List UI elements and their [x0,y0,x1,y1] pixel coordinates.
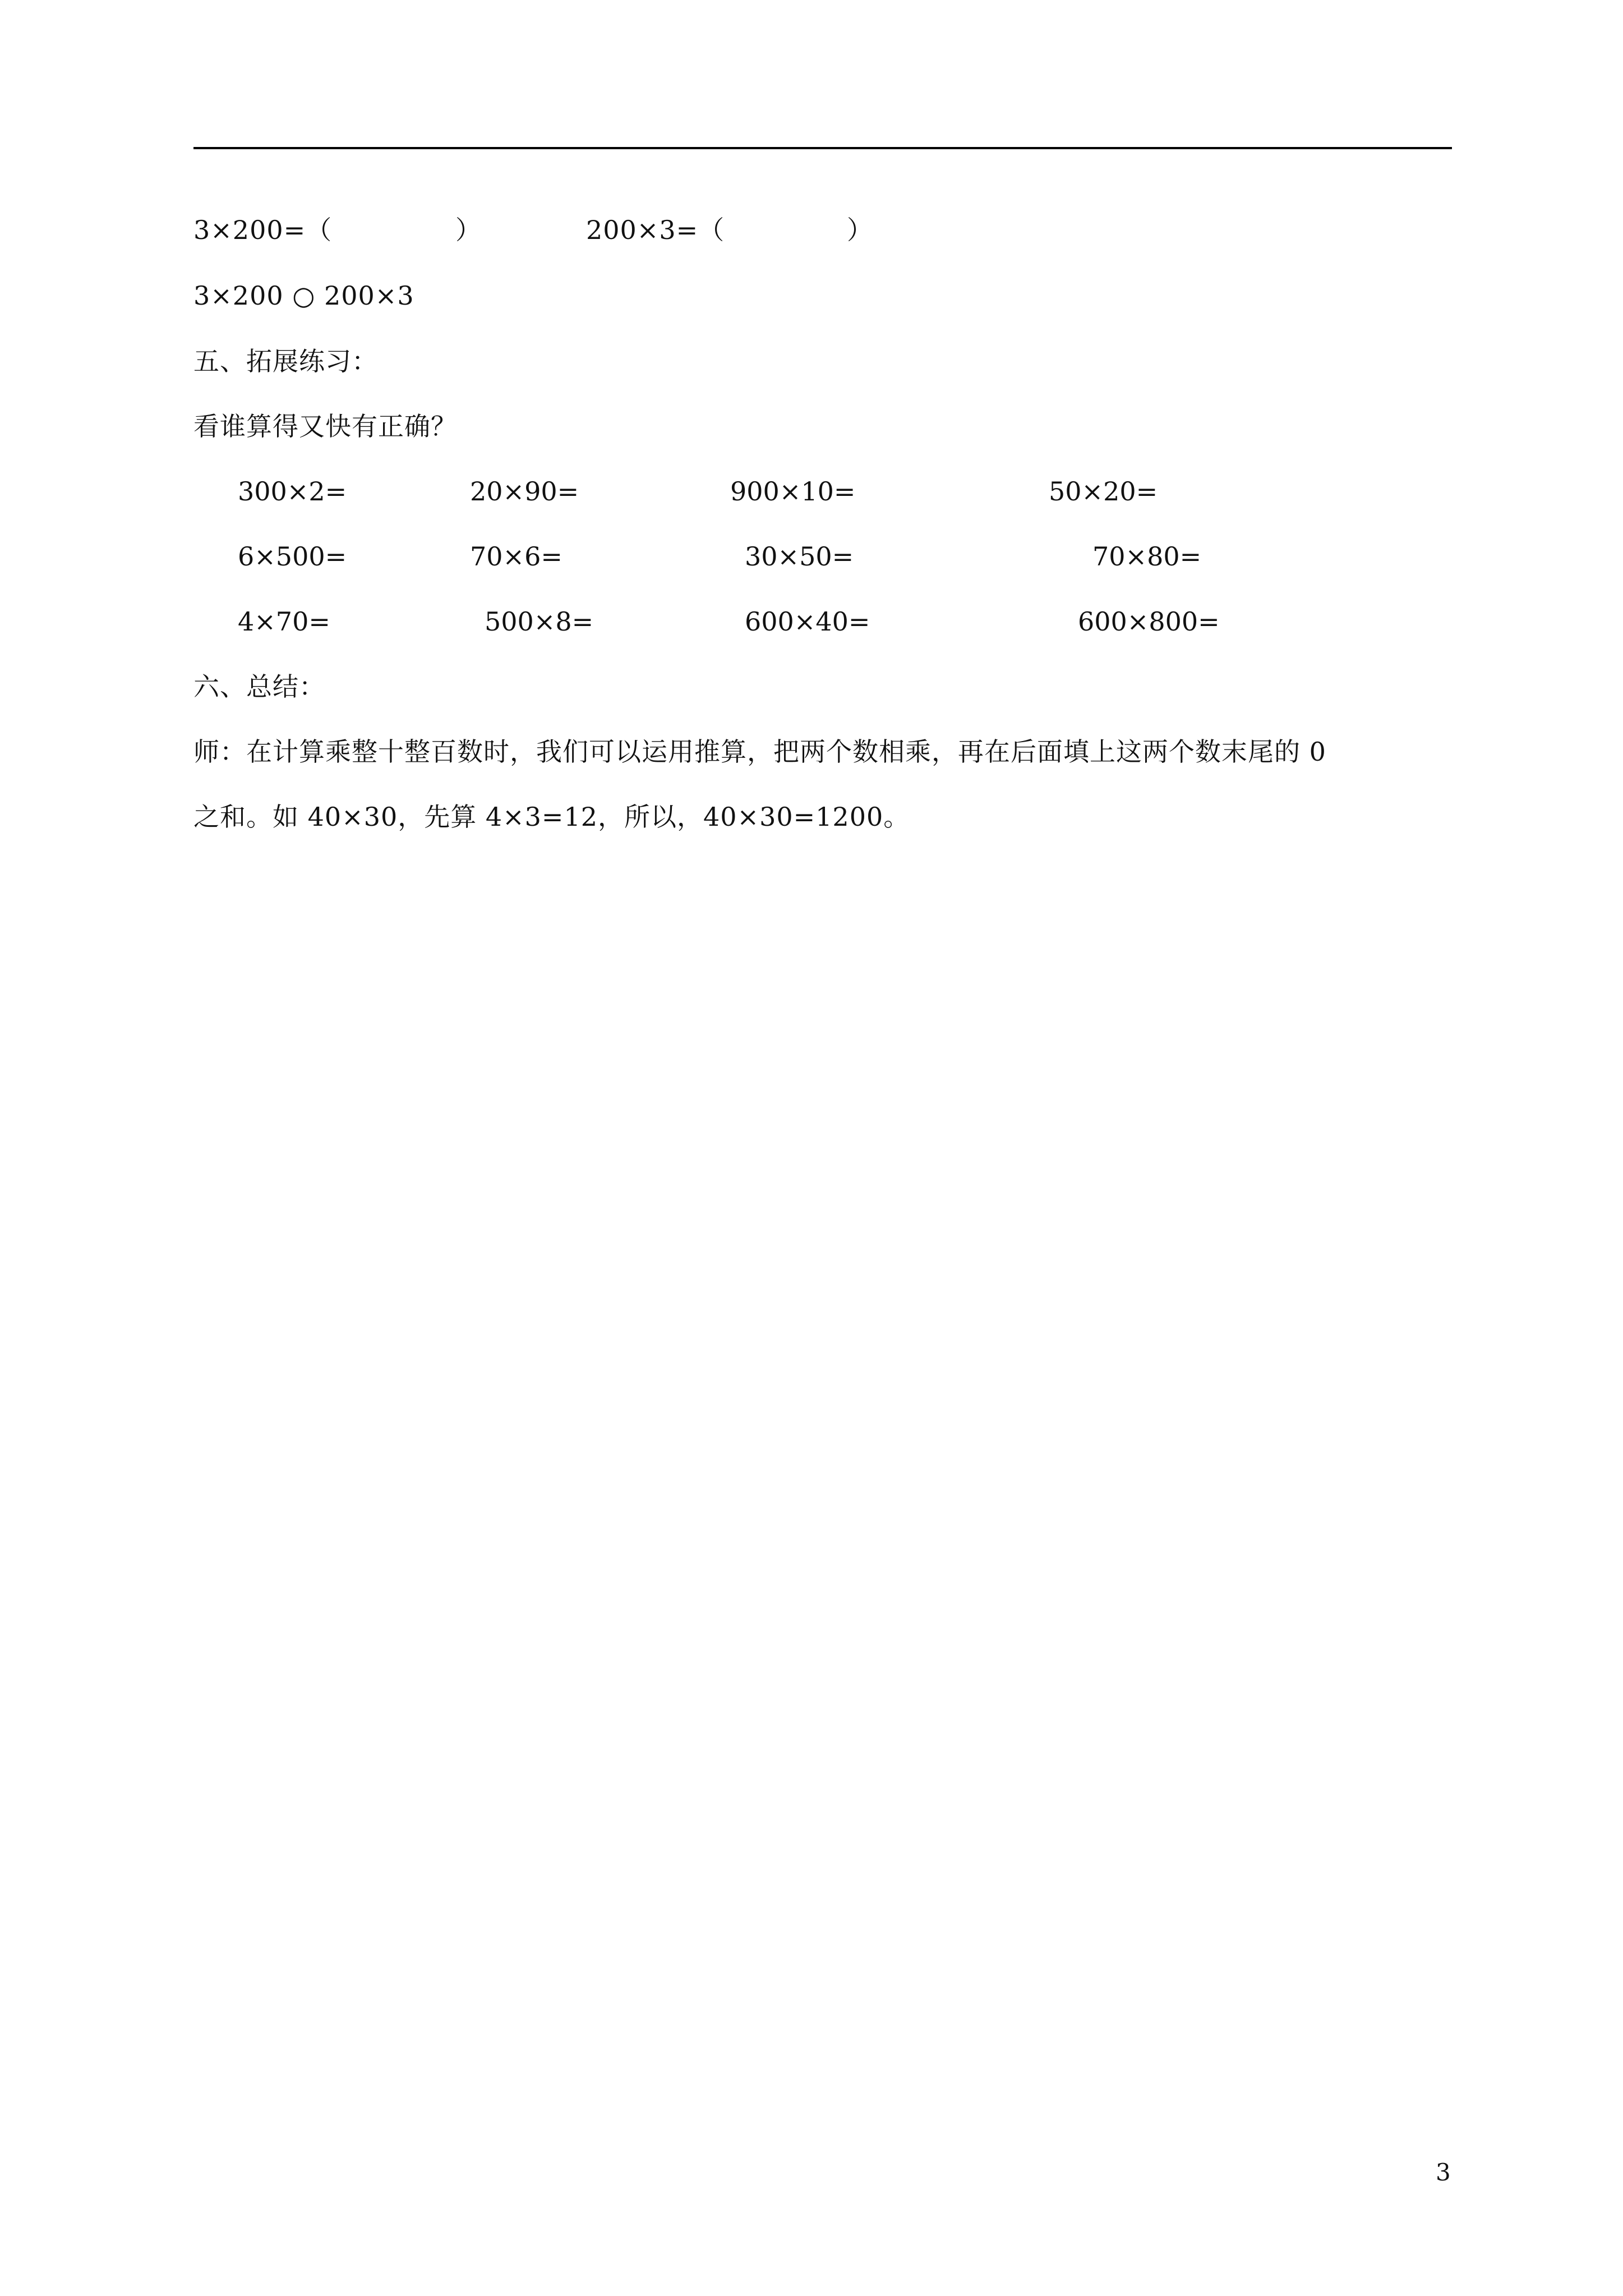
expr2: 200×3=（ [586,215,725,245]
expr1: 3×200=（ [193,215,333,245]
section6-heading: 六、总结： [193,671,325,702]
section5-heading: 五、拓展练习： [193,346,378,376]
exercise-r2-c3: 30×50= [745,541,854,572]
exercise-r2-c4: 70×80= [1092,541,1202,572]
header-rule [193,147,1452,149]
summary-line-2: 之和。如 40×30，先算 4×3=12，所以，40×30=1200。 [193,802,910,832]
comparison-line: 3×200 ○ 200×3 [193,280,414,311]
exercise-r1-c2: 20×90= [470,476,579,507]
exercise-r1-c3: 900×10= [730,476,856,507]
expr2-close: ） [847,215,873,245]
exercise-r3-c4: 600×800= [1078,606,1220,637]
section5-prompt: 看谁算得又快有正确？ [193,411,457,441]
exercise-r3-c1: 4×70= [238,606,330,637]
exercise-r2-c1: 6×500= [238,541,347,572]
exercise-r1-c1: 300×2= [238,476,347,507]
summary-line-1: 师：在计算乘整十整百数时，我们可以运用推算，把两个数相乘，再在后面填上这两个数末尾的 0 [193,737,1326,767]
expr1-close: ） [455,215,482,245]
page-number: 3 [1436,2159,1451,2186]
exercise-r1-c4: 50×20= [1049,476,1158,507]
exercise-r2-c2: 70×6= [470,541,562,572]
exercise-r3-c3: 600×40= [745,606,870,637]
exercise-r3-c2: 500×8= [485,606,594,637]
